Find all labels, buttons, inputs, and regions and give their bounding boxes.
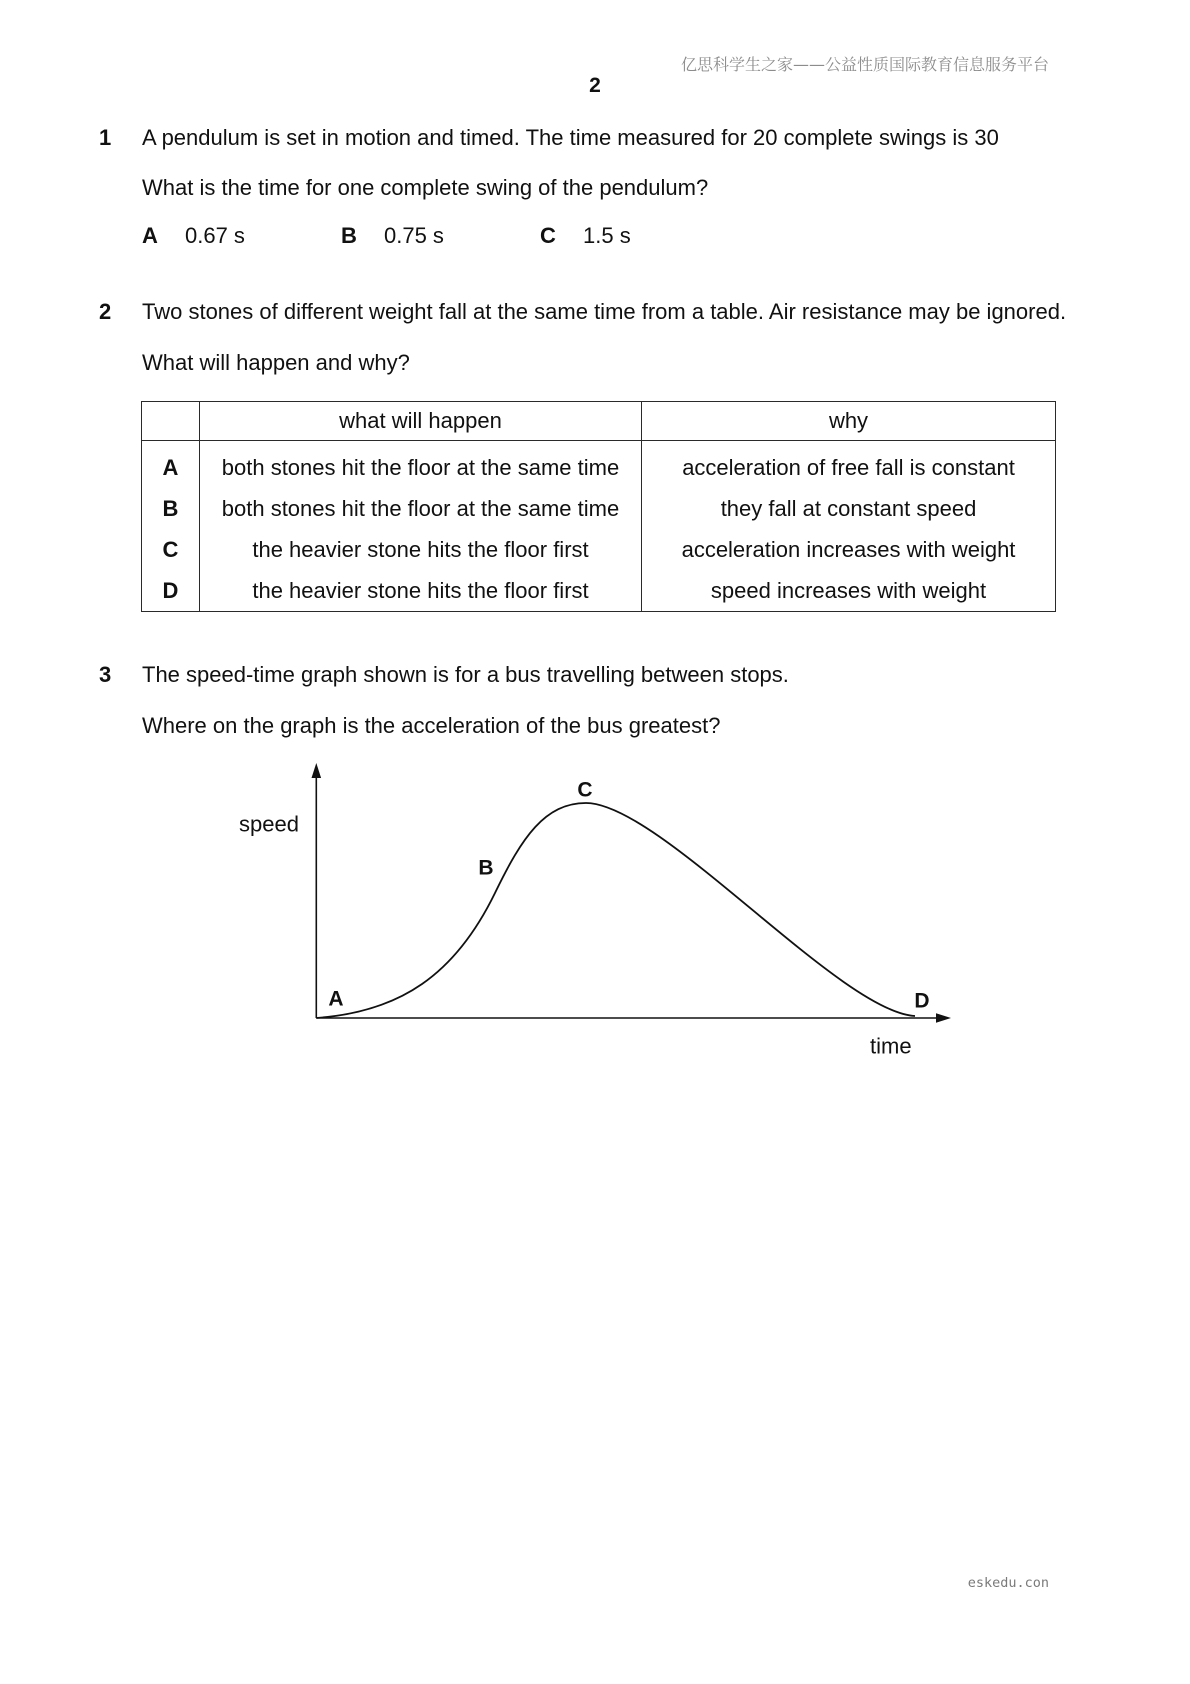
table-row (142, 488, 1056, 529)
option-text-b: 0.75 s (384, 223, 444, 248)
question-prompt: What is the time for one complete swing of the pendulum? (142, 175, 709, 200)
row-why: acceleration increases with weight (642, 529, 1056, 570)
question-stem: A pendulum is set in motion and timed. The time measured for 20 complete swings is 30 (142, 125, 999, 150)
page-number: 2 (589, 74, 601, 97)
row-letter: A (142, 441, 200, 489)
row-what-will-happen: the heavier stone hits the floor first (200, 570, 642, 612)
option-text-c: 1.5 s (583, 223, 631, 248)
question-stem: Two stones of different weight fall at the same time from a table. Air resistance may be ignored. (142, 299, 1067, 324)
row-letter: B (142, 488, 200, 529)
row-letter: D (142, 570, 200, 612)
question-number: 1 (99, 125, 112, 150)
header-why: why (642, 402, 1056, 441)
question-prompt: Where on the graph is the acceleration of the bus greatest? (142, 713, 721, 738)
option-text-a: 0.67 s (185, 223, 245, 248)
question-prompt: What will happen and why? (142, 350, 410, 375)
question-number: 2 (99, 299, 112, 324)
question-number: 3 (99, 662, 112, 687)
row-what-will-happen: both stones hit the floor at the same time (200, 488, 642, 529)
row-why: speed increases with weight (642, 570, 1056, 612)
y-axis-arrowhead (312, 763, 322, 778)
point-label-b: B (478, 856, 494, 880)
question-stem: The speed-time graph shown is for a bus travelling between stops. (142, 662, 789, 687)
speed-time-curve (316, 803, 915, 1018)
table-row (142, 441, 1056, 489)
point-label-d: D (914, 989, 930, 1013)
point-label-c: C (577, 778, 593, 802)
y-axis-label: speed (239, 811, 299, 837)
header-cell-letter (142, 402, 200, 441)
option-letter-c: C (540, 223, 556, 248)
row-what-will-happen: the heavier stone hits the floor first (200, 529, 642, 570)
point-label-a: A (328, 987, 344, 1011)
row-why: acceleration of free fall is constant (642, 441, 1056, 489)
option-letter-b: B (341, 223, 357, 248)
header-what-will-happen: what will happen (200, 402, 642, 441)
table-header-row (142, 402, 1056, 441)
x-axis-arrowhead (936, 1013, 951, 1023)
table-row (142, 529, 1056, 570)
answer-table (141, 401, 1056, 612)
x-axis-label: time (870, 1033, 912, 1059)
footer-site: eskedu.con (967, 1575, 1049, 1591)
row-letter: C (142, 529, 200, 570)
row-why: they fall at constant speed (642, 488, 1056, 529)
option-letter-a: A (142, 223, 158, 248)
row-what-will-happen: both stones hit the floor at the same time (200, 441, 642, 489)
table-row (142, 570, 1056, 612)
header-watermark: 亿思科学生之家——公益性质国际教育信息服务平台 (680, 55, 1049, 74)
speed-time-graph (200, 750, 980, 1070)
